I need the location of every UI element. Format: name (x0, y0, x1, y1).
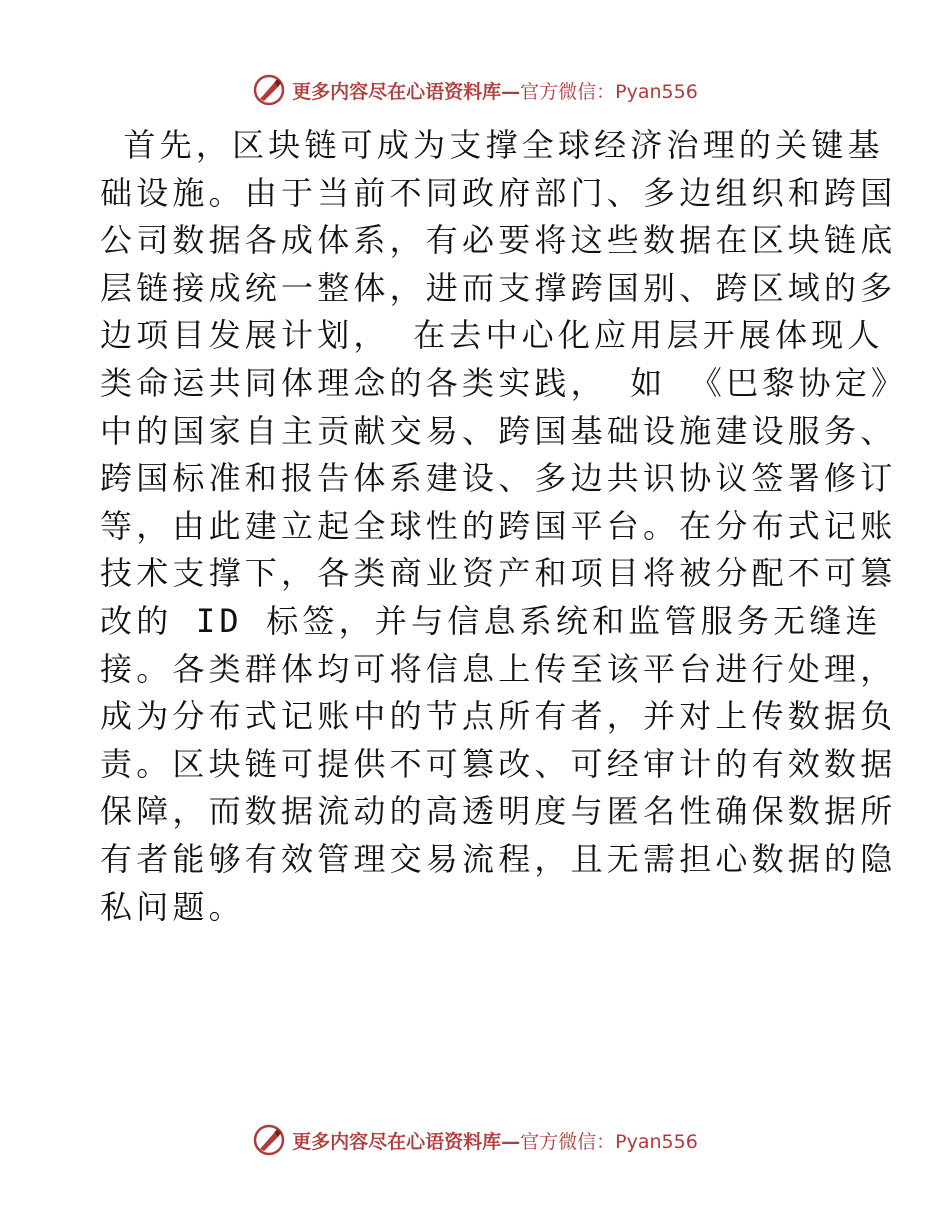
text-line: 保障，而数据流动的高透明度与匿名性确保数据所 (100, 792, 897, 831)
pen-logo-icon (252, 1123, 286, 1157)
text-line: 础设施。由于当前不同政府部门、多边组织和跨国 (100, 173, 897, 212)
text-line: 技术支撑下，各类商业资产和项目将被分配不可篡 (100, 554, 897, 593)
text-line: 层链接成统一整体，进而支撑跨国别、跨区域的多 (100, 268, 897, 307)
text-line: 跨国标准和报告体系建设、多边共识协议签署修订 (100, 459, 897, 498)
header-banner (0, 70, 950, 110)
text-line: 等，由此建立起全球性的跨国平台。在分布式记账 (100, 506, 897, 545)
text-line: 类命运共同体理念的各类实践， 如 《巴黎协定》 (100, 363, 908, 402)
text-line: 成为分布式记账中的节点所有者，并对上传数据负 (100, 697, 897, 736)
text-line: 改的 ID 标签，并与信息系统和监管服务无缝连 (100, 601, 882, 640)
header-banner-text: 更多内容尽在心语资料库—官方微信：Pyan556 (292, 80, 698, 103)
footer-banner (0, 1120, 950, 1160)
text-line: 首先，区块链可成为支撑全球经济治理的关键基 (100, 126, 884, 164)
footer-banner-text: 更多内容尽在心语资料库—官方微信：Pyan556 (292, 1130, 698, 1153)
text-line: 边项目发展计划， 在去中心化应用层开展体现人 (100, 316, 884, 355)
text-line: 公司数据各成体系，有必要将这些数据在区块链底 (100, 221, 897, 260)
text-line: 私问题。 (100, 887, 245, 926)
text-line: 有者能够有效管理交易流程，且无需担心数据的隐 (100, 839, 897, 878)
text-line: 中的国家自主贡献交易、跨国基础设施建设服务、 (100, 411, 897, 450)
text-line: 接。各类群体均可将信息上传至该平台进行处理， (100, 649, 897, 688)
text-line: 责。区块链可提供不可篡改、可经审计的有效数据 (100, 744, 897, 783)
pen-logo-icon (252, 73, 286, 107)
body-paragraph (100, 122, 908, 931)
